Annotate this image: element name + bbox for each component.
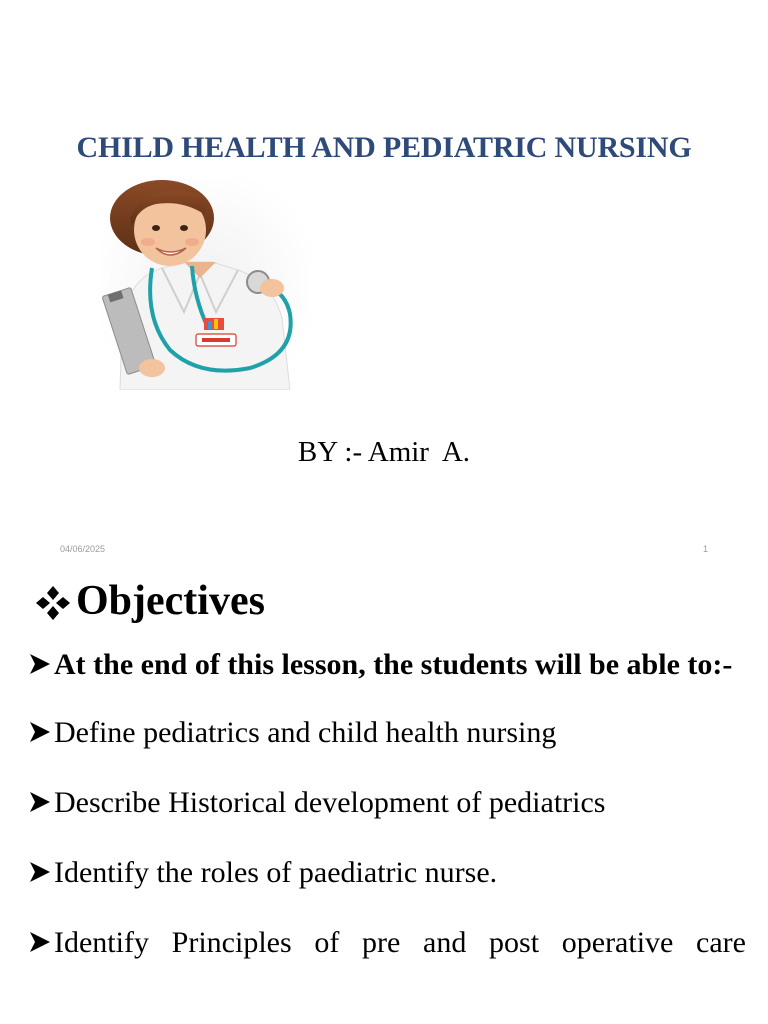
objective-text: Identify the roles of paediatric nurse. <box>54 856 498 889</box>
objective-text: Describe Historical development of pediatrics <box>54 786 606 819</box>
slide-date: 04/06/2025 <box>60 544 106 554</box>
arrow-bullet-icon <box>28 860 52 884</box>
arrow-bullet-icon <box>28 720 52 744</box>
objective-text: Identify Principles of pre and post operative care <box>54 926 746 959</box>
list-item <box>28 854 746 892</box>
objectives-heading-row <box>34 576 265 626</box>
objectives-slide <box>0 568 768 1024</box>
slide-number: 1 <box>703 544 709 554</box>
diamond-bullet-icon <box>34 586 72 620</box>
objectives-heading: Objectives <box>76 578 265 624</box>
list-item <box>28 646 746 684</box>
objective-text: Define pediatrics and child health nursing <box>54 716 557 749</box>
author-byline: BY :- Amir A. <box>297 436 471 468</box>
objectives-list <box>28 646 746 994</box>
objective-intro-text: At the end of this lesson, the students will be able to:- <box>54 648 733 681</box>
arrow-bullet-icon <box>28 930 52 954</box>
arrow-bullet-icon <box>28 652 52 676</box>
child-doctor-photo <box>100 178 310 390</box>
list-item <box>28 714 746 752</box>
list-item <box>28 784 746 822</box>
arrow-bullet-icon <box>28 790 52 814</box>
list-item <box>28 924 746 962</box>
slide-title: CHILD HEALTH AND PEDIATRIC NURSING <box>76 131 692 164</box>
